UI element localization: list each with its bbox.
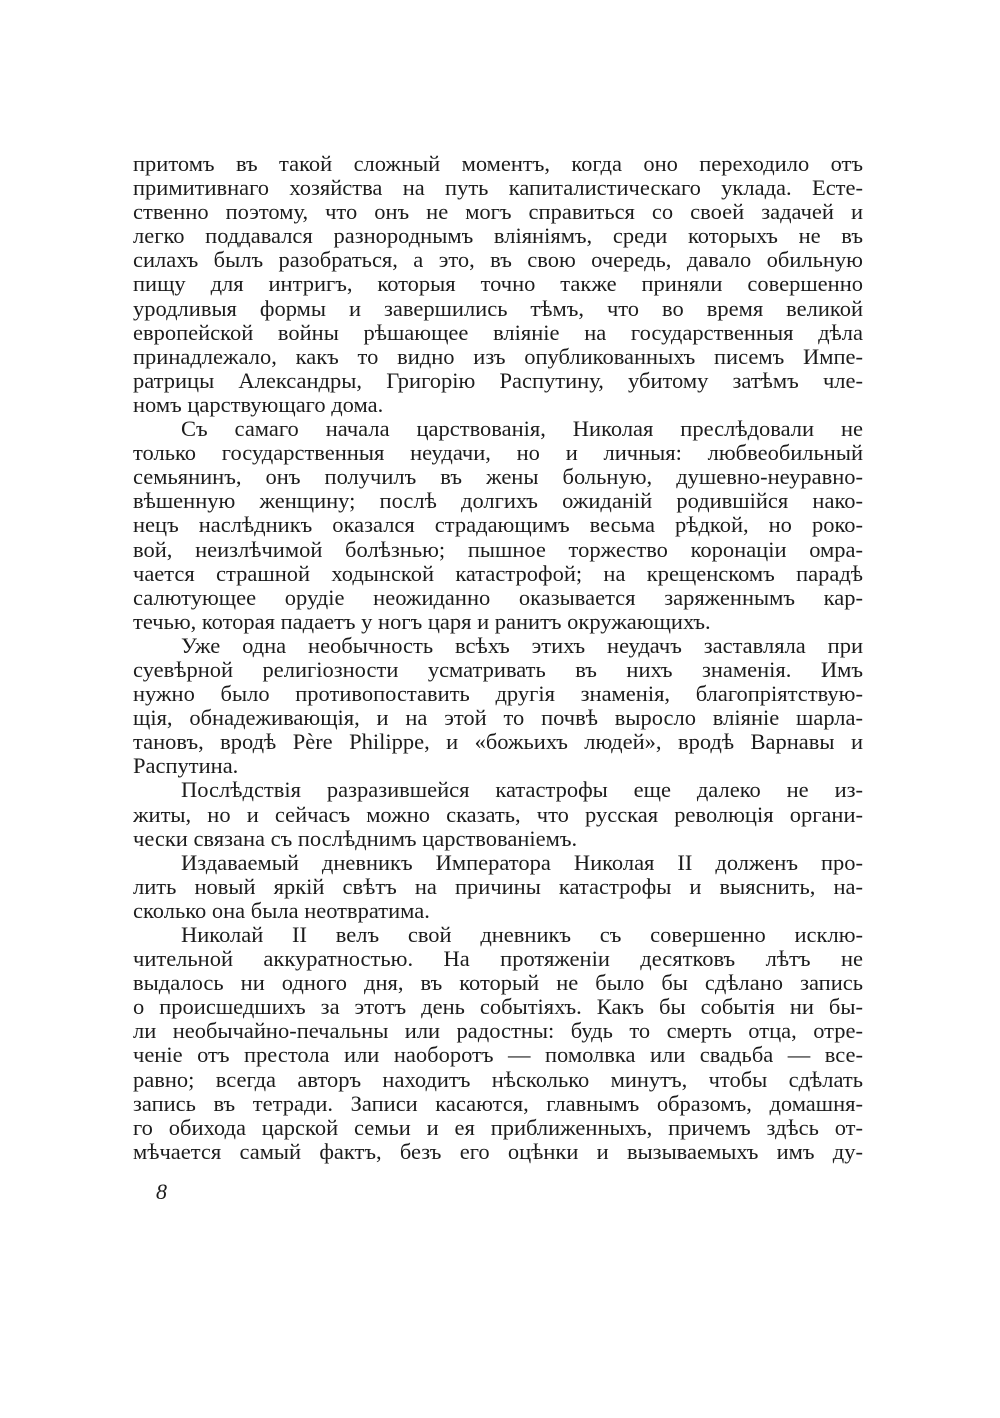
text-line: щія, обнадеживающія, и на этой то почвѣ выросло вліяніе шарла- — [133, 706, 863, 731]
body-text — [133, 152, 863, 1164]
text-line: нужно было противопоставить другія знаменія, благопріятствую- — [133, 682, 863, 707]
text-line: запись въ тетради. Записи касаются, главнымъ образомъ, домашня- — [133, 1091, 863, 1116]
text-line: салютующее орудіе неожиданно оказывается заряженнымъ кар- — [133, 585, 863, 610]
text-line: равно; всегда авторъ находитъ нѣсколько минутъ, чтобы сдѣлать — [133, 1067, 863, 1092]
text-line: вѣшенную женщину; послѣ долгихъ ожиданій родившійся нако- — [133, 489, 863, 514]
text-line: пищу для интригъ, которыя точно также приняли совершенно — [133, 272, 863, 297]
text-line: уродливыя формы и завершились тѣмъ, что во время великой — [133, 296, 863, 321]
text-line: чески связана съ послѣднимъ царствованіемъ. — [133, 826, 578, 851]
text-line: только государственныя неудачи, но и личныя: любвеобильный — [133, 441, 863, 466]
text-line: европейской войны рѣшающее вліяніе на государственныя дѣла — [133, 320, 863, 345]
text-line: примитивнаго хозяйства на путь капиталистическаго уклада. Есте- — [133, 176, 863, 201]
text-line: суевѣрной религіозности усматривать въ нихъ знаменія. Имъ — [133, 657, 863, 682]
text-line: ченіе отъ престола или наоборотъ — помолвка или свадьба — все- — [133, 1043, 863, 1068]
text-line: го обихода царской семьи и ея приближенныхъ, причемъ здѣсь от- — [133, 1115, 863, 1140]
text-line: Съ самаго начала царствованія, Николая преслѣдовали не — [181, 417, 863, 442]
text-line: Уже одна необычность всѣхъ этихъ неудачъ заставляла при — [181, 633, 863, 658]
text-line: легко поддавался разнороднымъ вліяніямъ, среди которыхъ не въ — [133, 224, 863, 249]
text-line: вой, неизлѣчимой болѣзнью; пышное торжество коронаціи омра- — [133, 537, 863, 562]
text-line: сколько она была неотвратима. — [133, 898, 430, 923]
text-line: мѣчается самый фактъ, безъ его оцѣнки и вызываемыхъ имъ ду- — [133, 1139, 863, 1164]
text-line: Послѣдствія разразившейся катастрофы еще далеко не из- — [181, 778, 863, 803]
text-line: притомъ въ такой сложный моментъ, когда оно переходило отъ — [133, 152, 863, 176]
text-line: ственно поэтому, что онъ не могъ справиться со своей задачей и — [133, 200, 863, 225]
text-line: силахъ былъ разобраться, а это, въ свою очередь, давало обильную — [133, 248, 863, 273]
text-line: выдалось ни одного дня, въ который не было бы сдѣлано запись — [133, 971, 863, 996]
text-line: семьянинъ, онъ получилъ въ жены больную, душевно-неуравно- — [133, 465, 863, 490]
page-number: 8 — [156, 1179, 167, 1204]
text-line: ратрицы Александры, Григорію Распутину, убитому затѣмъ чле- — [133, 368, 863, 393]
text-line: Николай II велъ свой дневникъ съ совершенно исклю- — [181, 923, 863, 947]
text-line: принадлежало, какъ то видно изъ опубликованныхъ писемъ Импе- — [133, 344, 863, 369]
text-line: номъ царствующаго дома. — [133, 392, 384, 417]
text-line: житы, но и сейчасъ можно сказать, что русская революція органи- — [133, 802, 863, 827]
text-line: лить новый яркій свѣтъ на причины катастрофы и выяснить, на- — [133, 874, 863, 899]
text-line: тановъ, вродѣ Père Philippe, и «божьихъ людей», вродѣ Варнавы и — [133, 730, 863, 755]
text-line: о происшедшихъ за этотъ день событіяхъ. Какъ бы событія ни бы- — [133, 995, 863, 1020]
text-line: течью, которая падаетъ у ногъ царя и ранитъ окружающихъ. — [133, 609, 711, 634]
text-line: чительной аккуратностью. На протяженіи десятковъ лѣтъ не — [133, 947, 863, 972]
text-line: нецъ наслѣдникъ оказался страдающимъ весьма рѣдкой, но роко- — [133, 513, 863, 538]
text-line: чается страшной ходынской катастрофой; на крещенскомъ парадѣ — [133, 561, 863, 586]
text-line: Распутина. — [133, 754, 239, 779]
text-line: Издаваемый дневникъ Императора Николая II долженъ про- — [181, 850, 863, 875]
text-line: ли необычайно-печальны или радостны: будь то смерть отца, отре- — [133, 1019, 863, 1044]
